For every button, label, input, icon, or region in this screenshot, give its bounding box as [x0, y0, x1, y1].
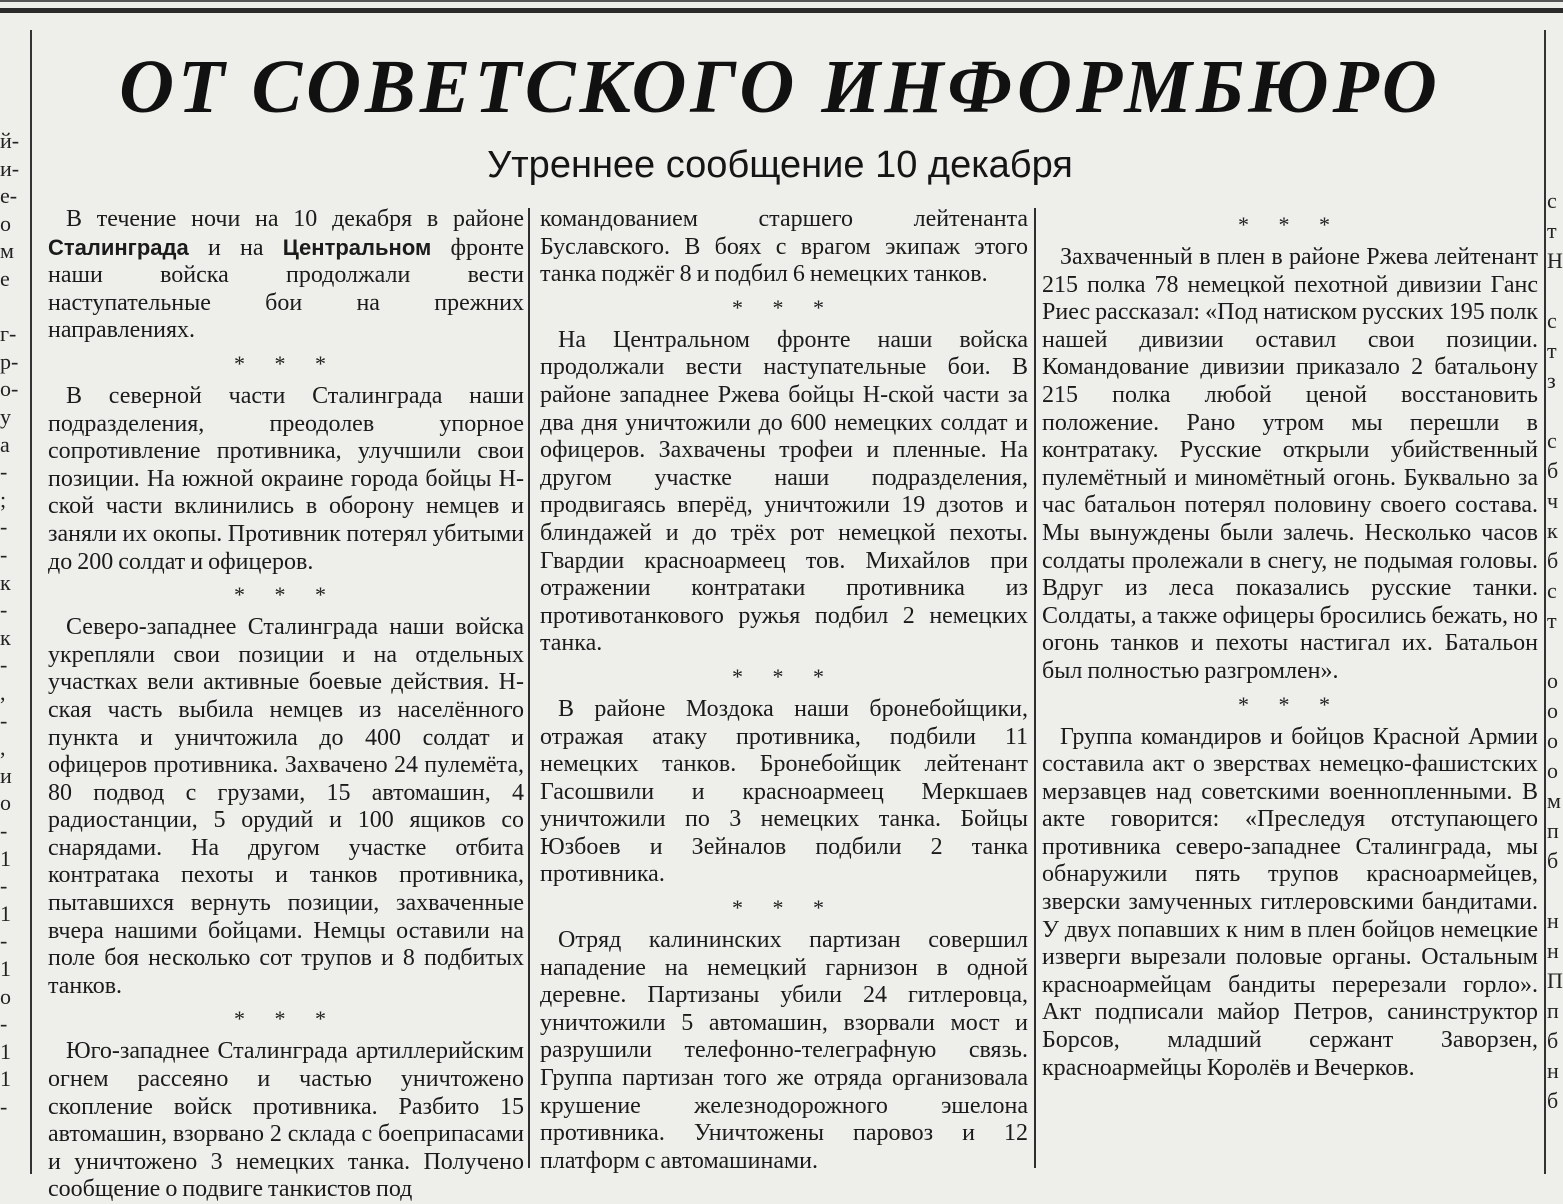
article-paragraph: В районе Моздока наши бронебойщики, отражая атаку противника, подбили 11 немецких танков. Бронебойщик лейтенант Гасошвили и красноармеец Меркшаев уничтожили по 3 немецких танка. Бойцы Юзбоев и Зейналов подбили 2 танка противника.: [540, 695, 1028, 888]
edge-fragment-char: 1: [0, 1066, 11, 1092]
section-separator: * * *: [732, 895, 836, 921]
edge-fragment-char: н: [1547, 938, 1559, 963]
edge-fragment-char: с: [1547, 428, 1557, 453]
edge-fragment-char: ,: [0, 735, 6, 761]
article-paragraph: Группа командиров и бойцов Красной Армии составила акт о зверствах немецко-фашистских мерзавцев над советскими военнопленными. В акте говорится: «Преследуя отступающего противника северо-западнее Сталинграда, мы обнаружили пять трупов красноармейцев, зверски замученных гитлеровскими бандитами. У двух попавших к ним в плен бойцов немецкие изверги вырезали половые органы. Остальным красноармейцам бандиты перерезали горло». Акт подписали майор Петров, санинструктор Борсов, младший сержант Заворзен, красноармейцы Королёв и Вечерков.: [1042, 723, 1538, 1081]
section-separator: * * *: [234, 582, 338, 608]
emphasis-central: Центральном: [282, 234, 432, 260]
edge-fragment-char: 1: [0, 956, 11, 981]
edge-fragment-char: п: [1547, 818, 1559, 843]
edge-fragment-char: о: [0, 210, 11, 236]
edge-fragment-char: о-: [0, 376, 19, 402]
edge-fragment-char: е-: [0, 183, 18, 209]
article-paragraph: командованием старшего лейтенанта Буславского. В боях с врагом экипаж этого танка поджёг 8 и подбил 6 немецких танков.: [540, 206, 1028, 288]
edge-fragment-char: м: [0, 238, 14, 264]
paragraph-text: В течение ночи на 10 декабря в районе: [66, 206, 524, 232]
edge-fragment-char: с: [1547, 578, 1557, 603]
edge-fragment-char: б: [1547, 548, 1559, 573]
edge-fragment-char: Н: [1547, 248, 1563, 273]
edge-fragment-char: н: [1547, 1058, 1559, 1083]
edge-fragment-char: з: [1547, 368, 1556, 393]
edge-fragment-char: 1: [0, 1038, 11, 1064]
edge-fragment-char: й-: [0, 128, 20, 153]
edge-fragment-char: -: [0, 459, 8, 485]
edge-fragment-char: т: [1547, 608, 1557, 633]
section-separator: * * *: [234, 350, 338, 376]
column-rule-2: [1034, 208, 1036, 1168]
edge-fragment-char: о: [1547, 758, 1558, 783]
article-paragraph: Северо-западнее Сталинграда наши войска укрепляли свои позиции и на отдельных участках вели активные боевые действия. Н-ская часть выбила немцев из населённого пункта и уничтожила до 400 солдат и офицеров противника. Захвачено 24 пулемёта, 80 подвод с грузами, 15 автомашин, 4 радиостанции, 5 орудий и 100 ящиков со снарядами. На другом участке отбита контратака пехоты и танков противника, пытавшихся вернуть позиции, захваченные вчера нашими бойцами. Немцы оставили на поле боя несколько сот трупов и 8 подбитых танков.: [48, 614, 524, 999]
edge-fragment-char: б: [1547, 848, 1559, 873]
edge-fragment-char: т: [1547, 338, 1557, 363]
section-separator: * * *: [234, 1006, 338, 1032]
edge-fragment-char: -: [0, 707, 8, 733]
edge-fragment-char: п: [1547, 998, 1559, 1023]
edge-fragment-char: с: [1547, 308, 1557, 333]
edge-fragment-char: -: [0, 652, 8, 678]
emphasis-stalingrad: Сталинграда: [48, 234, 189, 260]
edge-fragment-char: е: [0, 266, 10, 291]
edge-fragment-char: о: [1547, 698, 1558, 723]
edge-fragment-char: к: [0, 569, 11, 595]
edge-fragment-char: б: [1547, 1088, 1559, 1113]
edge-fragment-char: а: [0, 431, 10, 457]
edge-fragment-char: б: [1547, 1028, 1559, 1053]
edge-fragment-char: о: [0, 790, 11, 816]
right-border-rule: [1544, 30, 1546, 1174]
edge-fragment-char: -: [0, 597, 8, 623]
section-separator: * * *: [1238, 212, 1342, 237]
edge-fragment-char: о: [1547, 668, 1558, 693]
edge-fragment-char: 1: [0, 845, 11, 871]
edge-fragment-char: ч: [1547, 488, 1559, 513]
edge-fragment-char: н: [1547, 908, 1559, 933]
edge-fragment-char: с: [1547, 188, 1557, 213]
edge-fragment-char: к: [0, 624, 11, 650]
edge-fragment-char: м: [1547, 788, 1561, 813]
article-paragraph: На Центральном фронте наши войска продолжали вести наступательные бои. В районе западнее Ржева бойцы Н-ской части за два дня уничтожили до 600 немецких солдат и офицеров. Захвачены трофеи и пленные. На другом участке наши подразделения, продвигаясь вперёд, уничтожили 19 дзотов и блиндажей и до трёх рот немецкой пехоты. Гвардии красноармеец тов. Михайлов при отражении контратаки противника из противотанкового ружья подбил 2 немецких танка.: [540, 326, 1028, 657]
article-paragraph: [48, 206, 524, 345]
edge-fragment-char: у: [0, 404, 11, 429]
article-column-3: [1042, 206, 1538, 1172]
article-column-1: [48, 206, 524, 1203]
edge-fragment-char: ;: [0, 486, 7, 512]
edge-fragment-char: т: [1547, 218, 1557, 243]
edge-fragment-char: и: [0, 762, 12, 788]
edge-fragment-char: 1: [0, 900, 11, 926]
edge-fragment-char: ,: [0, 680, 6, 705]
edge-fragment-char: и-: [0, 155, 20, 181]
article-paragraph: В северной части Сталинграда наши подразделения, преодолев упорное сопротивление противника, улучшили свои позиции. На южной окраине города бойцы Н-ской части вклинились в оборону немцев и заняли их окопы. Противник потерял убитыми до 200 солдат и офицеров.: [48, 382, 524, 575]
edge-fragment-char: -: [0, 818, 8, 843]
edge-fragment-char: б: [1547, 458, 1559, 483]
article-paragraph: Отряд калининских партизан совершил нападение на немецкий гарнизон в одной деревне. Партизаны убили 24 гитлеровца, уничтожили 5 автомашин, взорвали мост и разрушили телефонно-телеграфную связь. Группа партизан того же отряда организовала крушение железнодорожного эшелона противника. Уничтожены паровоз и 12 платформ с автомашинами.: [540, 927, 1028, 1174]
section-separator: * * *: [732, 663, 836, 689]
top-rule: [0, 8, 1563, 13]
paragraph-text: фронте наши войска продолжали вести наступательные бои на прежних направлениях.: [48, 234, 524, 344]
edge-fragment-char: -: [0, 873, 8, 899]
column-rule-1: [528, 208, 530, 1168]
edge-fragment-char: к: [1547, 518, 1558, 543]
edge-fragment-char: -: [0, 1011, 8, 1037]
edge-fragment-char: г-: [0, 321, 17, 347]
article-paragraph: Захваченный в плен в районе Ржева лейтенант 215 полка 78 немецкой пехотной дивизии Ганс Риес рассказал: «Под натиском русских 195 полк нашей дивизии оставил свои позиции. Командование дивизии приказало 2 батальону 215 полка любой ценой восстановить положение. Рано утром мы перешли в контратаку. Русские открыли убийственный пулемётный и миномётный огонь. Буквально за час батальон потерял половину своего состава. Мы вынуждены были залечь. Несколько часов солдаты пролежали в снегу, не подымая головы. Вдруг из леса показались русские танки. Солдаты, а также офицеры бросились бежать, но огонь танков и пехоты настигал их. Батальон был полностью разгромлен».: [1042, 244, 1538, 684]
right-adjacent-column-fragment: [1547, 190, 1563, 1170]
masthead-title: ОТ СОВЕТСКОГО ИНФОРМБЮРО: [119, 45, 1441, 129]
article-paragraph: Юго-западнее Сталинграда артиллерийским огнем рассеяно и частью уничтожено скопление войск противника. Разбито 15 автомашин, взорвано 2 склада с боеприпасами и уничтожено 3 немецких танка. Получено сообщение о подвиге танкистов под: [48, 1038, 524, 1203]
section-separator: * * *: [732, 294, 836, 320]
top-thin-rule: [0, 0, 1563, 2]
edge-fragment-char: о: [0, 983, 11, 1009]
masthead-subtitle: Утреннее сообщение 10 декабря: [487, 144, 1073, 186]
edge-fragment-char: -: [0, 514, 8, 540]
edge-fragment-char: П: [1547, 968, 1563, 993]
paragraph-text: и на: [188, 234, 283, 261]
edge-fragment-char: -: [0, 542, 8, 567]
left-border-rule: [30, 30, 32, 1174]
edge-fragment-char: о: [1547, 728, 1558, 753]
section-separator: * * *: [1238, 691, 1342, 717]
edge-fragment-char: р-: [0, 348, 19, 374]
edge-fragment-char: -: [0, 1094, 8, 1119]
left-adjacent-column-fragment: [0, 128, 20, 1130]
edge-fragment-char: -: [0, 928, 8, 954]
article-column-2: [540, 206, 1028, 1172]
